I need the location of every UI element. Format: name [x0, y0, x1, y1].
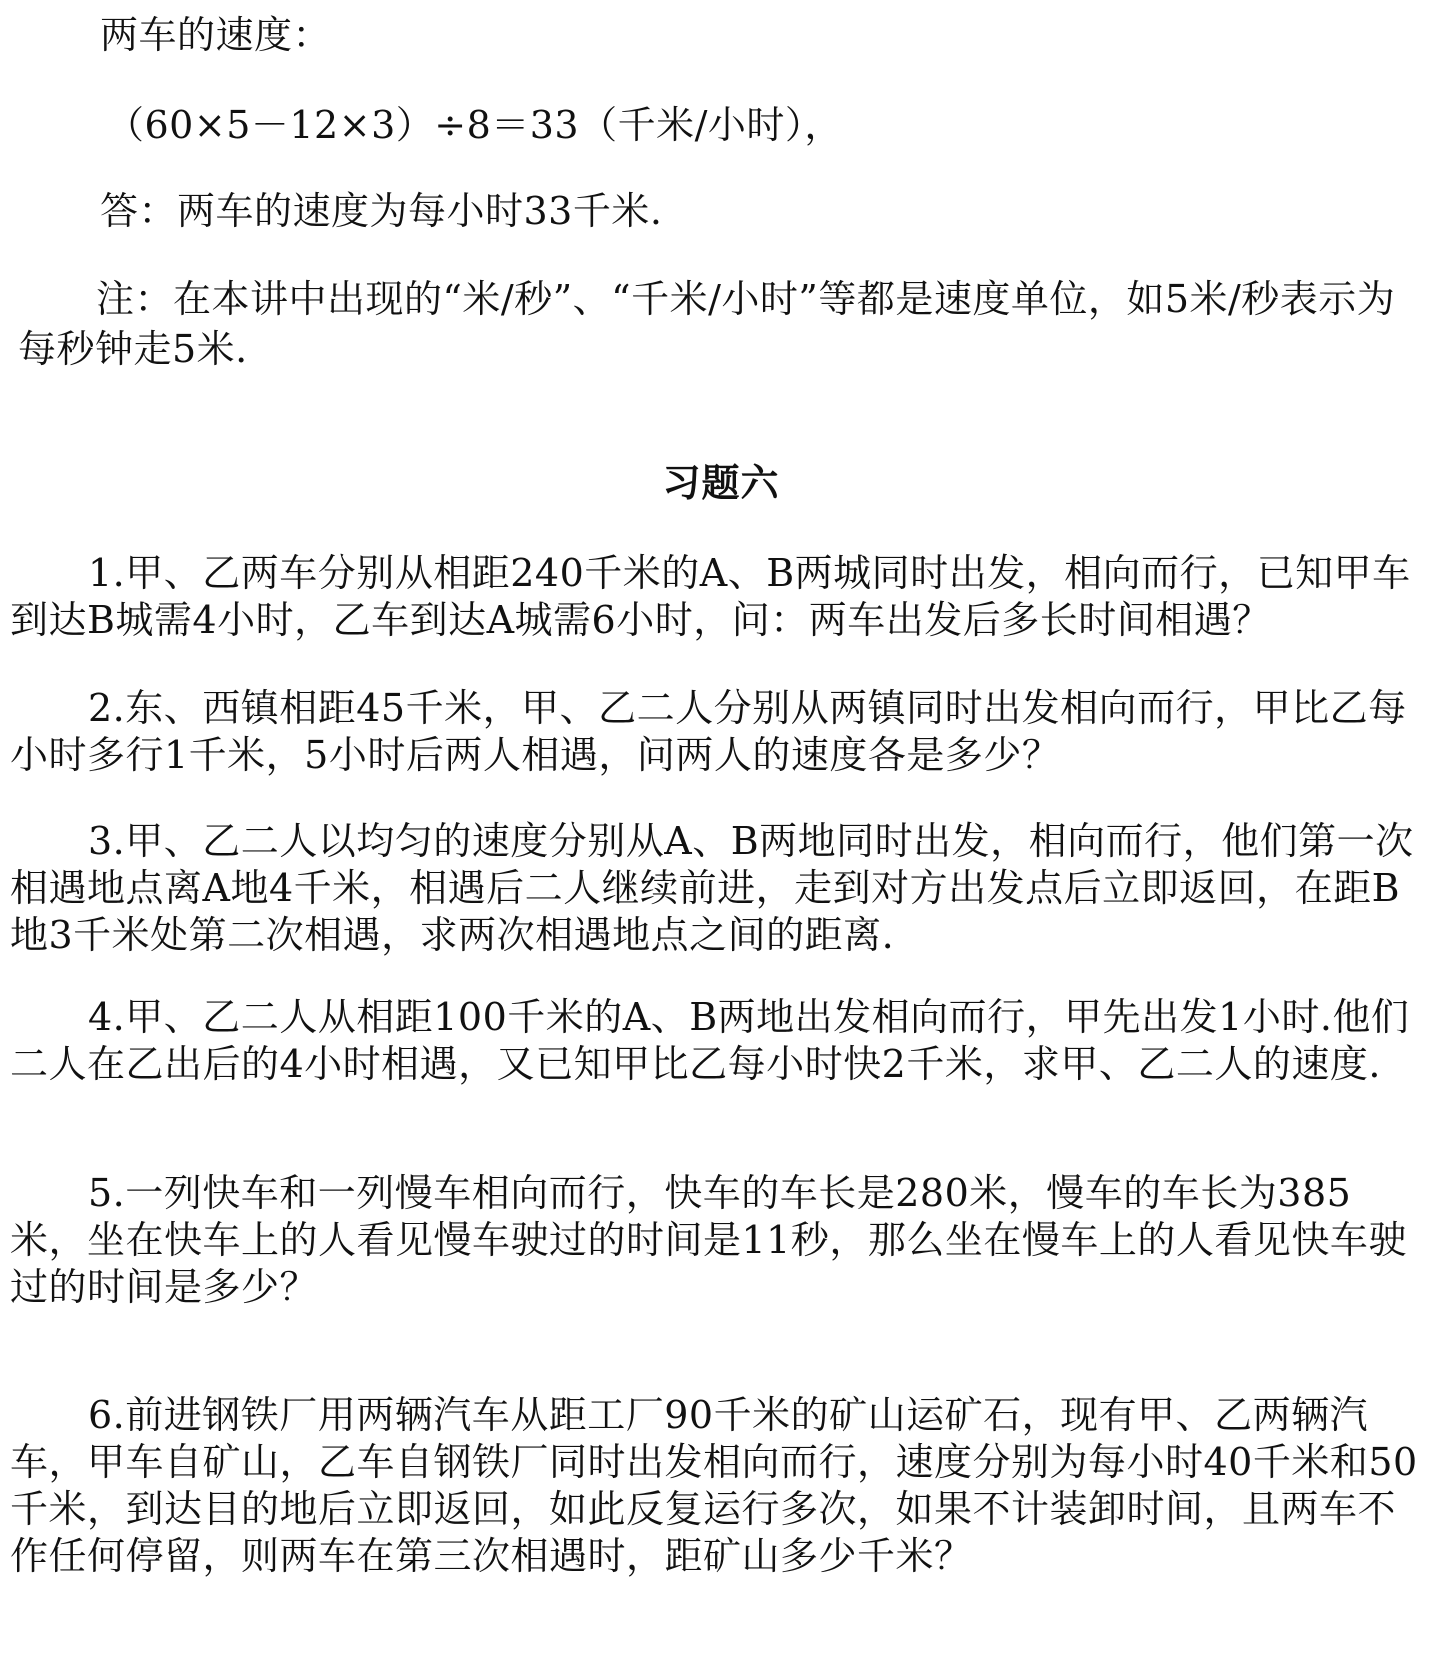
problem-1: 1.甲、乙两车分别从相距240千米的A、B两城同时出发，相向而行，已知甲车到达B城需4小时，乙车到达A城需6小时，问：两车出发后多长时间相遇？: [10, 551, 1411, 642]
problem-4: 4.甲、乙二人从相距100千米的A、B两地出发相向而行，甲先出发1小时.他们二人在乙出后的4小时相遇，又已知甲比乙每小时快2千米，求甲、乙二人的速度.: [10, 995, 1410, 1086]
speed-equation: （60×5－12×3）÷8＝33（千米/小时），: [106, 103, 843, 147]
problem-3: 3.甲、乙二人以均匀的速度分别从A、B两地同时出发，相向而行，他们第一次相遇地点离A地4千米，相遇后二人继续前进，走到对方出发点后立即返回，在距B地3千米处第二次相遇，求两次相遇地点之间的距离.: [10, 819, 1414, 957]
note-paragraph: 注：在本讲中出现的“米/秒”、“千米/小时”等都是速度单位，如5米/秒表示为每秒钟走5米.: [18, 277, 1396, 371]
problem-6: 6.前进钢铁厂用两辆汽车从距工厂90千米的矿山运矿石，现有甲、乙两辆汽车，甲车自矿山，乙车自钢铁厂同时出发相向而行，速度分别为每小时40千米和50千米，到达目的地后立即返回，如此反复运行多次，如果不计装卸时间，且两车不作任何停留，则两车在第三次相遇时，距矿山多少千米？: [10, 1393, 1418, 1578]
problem-2: 2.东、西镇相距45千米，甲、乙二人分别从两镇同时出发相向而行，甲比乙每小时多行1千米，5小时后两人相遇，问两人的速度各是多少？: [10, 686, 1407, 777]
problem-5: 5.一列快车和一列慢车相向而行，快车的车长是280米，慢车的车长为385米，坐在快车上的人看见慢车驶过的时间是11秒，那么坐在慢车上的人看见快车驶过的时间是多少？: [10, 1171, 1407, 1309]
speed-heading: 两车的速度：: [100, 13, 332, 57]
answer-text: 答：两车的速度为每小时33千米.: [100, 189, 663, 233]
exercise-title: 习题六: [662, 460, 780, 505]
